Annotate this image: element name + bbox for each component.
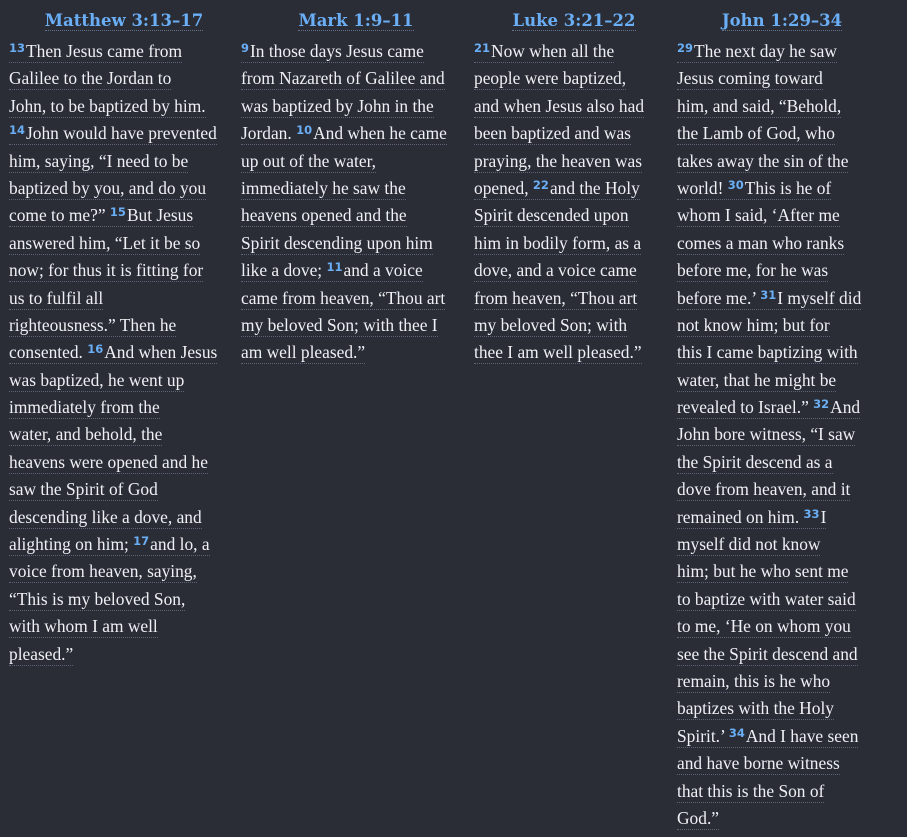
- verse-number[interactable]: 14: [9, 123, 26, 138]
- text-line: [677, 38, 887, 65]
- text-line-content: [241, 68, 445, 90]
- verse-text: my beloved Son; with thee I: [241, 314, 438, 335]
- text-line: [9, 148, 239, 175]
- text-line-content: [677, 479, 850, 501]
- text-line: [677, 312, 887, 339]
- text-line: [9, 613, 239, 640]
- text-line: [474, 339, 674, 366]
- verse-text: the Spirit descend as a: [677, 451, 833, 472]
- verse-text: I: [820, 506, 827, 527]
- verse-text: immediately from the: [9, 397, 160, 418]
- verse-number[interactable]: 30: [727, 177, 744, 192]
- text-line-content: [9, 507, 202, 529]
- text-line-content: [241, 151, 376, 173]
- verse-number[interactable]: 21: [474, 41, 491, 55]
- verse-text: was baptized by John in the: [241, 95, 434, 116]
- verse-text: Galilee to the Jordan to: [9, 68, 172, 89]
- verse-text: with whom I am well: [9, 616, 158, 637]
- text-line: [677, 805, 887, 832]
- verse-text: before me.’: [677, 287, 761, 308]
- verse-text: water, that he might be: [677, 369, 837, 390]
- text-line-content: [9, 342, 217, 364]
- verse-text: him, and said, “Behold,: [677, 95, 842, 116]
- text-line: [677, 257, 887, 284]
- text-line: [474, 202, 674, 229]
- verse-text: and the Holy: [549, 177, 640, 198]
- text-line-content: [677, 781, 824, 803]
- text-line: [474, 285, 674, 312]
- text-line: [9, 120, 239, 147]
- verse-text: him; but he who sent me: [677, 561, 849, 582]
- text-line: [677, 558, 887, 585]
- text-line: [9, 367, 239, 394]
- text-line: [677, 230, 887, 257]
- text-line-content: [241, 41, 424, 63]
- text-line: [677, 476, 887, 503]
- verse-text: came from heaven, “Thou art: [241, 287, 446, 308]
- verse-text: Spirit descending upon him: [241, 232, 433, 253]
- text-line: [9, 202, 239, 229]
- verse-number[interactable]: 10: [296, 123, 313, 138]
- verse-text: now; for thus it is fitting for: [9, 260, 204, 281]
- verse-text: him in bodily form, as a: [474, 232, 642, 253]
- verse-text: immediately he saw the: [241, 177, 406, 198]
- verse-text: whom I said, ‘After me: [677, 205, 840, 226]
- text-line: [677, 668, 887, 695]
- text-line: [9, 65, 239, 92]
- verse-text: Then Jesus came from: [26, 41, 182, 61]
- verse-text: voice from heaven, saying,: [9, 561, 197, 582]
- passage-column-john: [677, 0, 887, 832]
- text-line: [241, 285, 471, 312]
- verse-number[interactable]: 29: [677, 41, 694, 55]
- text-line-content: [677, 507, 826, 529]
- verse-text: baptizes with the Holy: [677, 698, 834, 719]
- text-line-content: [677, 68, 823, 90]
- text-line-content: [474, 68, 626, 90]
- text-line: [241, 120, 471, 147]
- text-line-content: [474, 41, 614, 63]
- verse-text: takes away the sin of the: [677, 150, 849, 171]
- text-line: [9, 449, 239, 476]
- verse-text: And I have seen: [745, 725, 859, 746]
- passage-reference[interactable]: [677, 0, 887, 38]
- text-line: [9, 257, 239, 284]
- verse-text: saw the Spirit of God: [9, 479, 158, 500]
- text-line-content: [677, 205, 840, 227]
- verse-text: like a dove;: [241, 260, 327, 281]
- text-line-content: [9, 123, 217, 145]
- verse-text: Spirit descended upon: [474, 205, 629, 226]
- verse-text: But Jesus: [126, 205, 194, 226]
- text-line: [9, 93, 239, 120]
- text-line-content: [474, 96, 644, 118]
- passage-column-luke: [474, 0, 674, 367]
- text-line-content: [474, 315, 627, 337]
- verse-text: was baptized, he went up: [9, 369, 185, 390]
- verse-text: to baptize with water said: [677, 588, 856, 609]
- text-line-content: [677, 644, 858, 666]
- verse-text: pleased.”: [9, 643, 74, 664]
- verse-text: up out of the water,: [241, 150, 377, 171]
- verse-text: And when Jesus: [104, 342, 218, 363]
- passage-reference-link[interactable]: Mark 1:9–11: [298, 11, 414, 30]
- text-line: [677, 504, 887, 531]
- verse-text: my beloved Son; with: [474, 314, 628, 335]
- text-line-content: [677, 753, 840, 775]
- text-line-content: [677, 671, 830, 693]
- verse-text: thee I am well pleased.”: [474, 342, 642, 363]
- text-line: [9, 339, 239, 366]
- text-line: [9, 641, 239, 668]
- verse-number[interactable]: 33: [803, 506, 820, 521]
- verse-text: The next day he saw: [694, 41, 837, 61]
- text-line-content: [677, 424, 855, 446]
- verse-text: and when Jesus also had: [474, 95, 645, 116]
- verse-text: come to me?”: [9, 205, 110, 226]
- verse-text: consented.: [9, 342, 88, 363]
- text-line-content: [9, 315, 176, 337]
- verse-text: Spirit.’: [677, 725, 729, 746]
- text-line: [9, 586, 239, 613]
- verse-text: comes a man who ranks: [677, 232, 845, 253]
- text-line: [677, 421, 887, 448]
- verse-text: God.”: [677, 807, 720, 828]
- text-line-content: [677, 589, 856, 611]
- verse-text: heavens opened and the: [241, 205, 407, 226]
- passage-reference-link[interactable]: John 1:29–34: [721, 11, 843, 30]
- text-line-content: [241, 96, 434, 118]
- verse-text: myself did not know: [677, 534, 821, 555]
- passage-reference-link[interactable]: Matthew 3:13–17: [44, 11, 204, 30]
- text-line: [9, 421, 239, 448]
- text-line-content: [677, 808, 719, 830]
- text-line: [677, 695, 887, 722]
- text-line: [9, 476, 239, 503]
- text-line: [677, 449, 887, 476]
- text-line: [9, 531, 239, 558]
- verse-text: This is he of: [744, 177, 832, 198]
- text-line: [9, 504, 239, 531]
- text-line-content: [9, 534, 210, 556]
- verse-text: from Nazareth of Galilee and: [241, 68, 445, 89]
- verse-text: John bore witness, “I saw: [677, 424, 856, 445]
- verse-text: that this is the Son of: [677, 780, 825, 801]
- verse-text: to me, ‘He on whom you: [677, 616, 851, 637]
- verse-text: dove from heaven, and it: [677, 479, 851, 500]
- verse-text: I myself did: [777, 287, 862, 308]
- verse-text: baptized by you, and do you: [9, 177, 207, 198]
- verse-text: the Lamb of God, who: [677, 123, 835, 144]
- verse-text: from heaven, “Thou art: [474, 287, 638, 308]
- text-line-content: [474, 233, 641, 255]
- verse-text: him, saying, “I need to be: [9, 150, 189, 171]
- verse-number[interactable]: 22: [532, 177, 549, 192]
- text-line-content: [241, 315, 438, 337]
- text-line-content: [474, 342, 642, 364]
- verse-text: and have borne witness: [677, 753, 840, 774]
- verse-number[interactable]: 16: [87, 342, 104, 357]
- text-line: [9, 394, 239, 421]
- text-line: [474, 230, 674, 257]
- text-line-content: [677, 41, 837, 63]
- verse-text: Jordan.: [241, 123, 297, 144]
- passage-text: [241, 38, 471, 367]
- text-line: [677, 367, 887, 394]
- text-line-content: [241, 342, 365, 364]
- text-line-content: [9, 452, 208, 474]
- text-line-content: [9, 260, 203, 282]
- text-line-content: [677, 397, 860, 419]
- passage-text: [677, 38, 887, 832]
- text-line-content: [9, 96, 206, 118]
- text-line-content: [9, 370, 184, 392]
- text-line: [677, 93, 887, 120]
- text-line: [677, 394, 887, 421]
- verse-text: us to fulfil all: [9, 287, 104, 308]
- text-line-content: [9, 288, 103, 310]
- text-line: [241, 230, 471, 257]
- verse-number[interactable]: 9: [241, 41, 250, 55]
- verse-number[interactable]: 31: [760, 287, 777, 302]
- text-line-content: [241, 205, 407, 227]
- text-line: [241, 257, 471, 284]
- text-line: [474, 93, 674, 120]
- text-line: [677, 531, 887, 558]
- text-line: [474, 175, 674, 202]
- text-line-content: [9, 616, 158, 638]
- text-line: [474, 257, 674, 284]
- verse-text: and a voice: [343, 260, 423, 281]
- verse-text: heavens were opened and he: [9, 451, 208, 472]
- text-line-content: [474, 288, 637, 310]
- verse-text: water, and behold, the: [9, 424, 163, 445]
- text-line: [241, 93, 471, 120]
- text-line: [677, 65, 887, 92]
- text-line-content: [9, 479, 158, 501]
- text-line-content: [677, 233, 844, 255]
- text-line: [474, 312, 674, 339]
- text-line-content: [241, 123, 447, 145]
- text-line: [241, 202, 471, 229]
- text-line: [9, 175, 239, 202]
- verse-text: In those days Jesus came: [250, 41, 424, 61]
- verse-number[interactable]: 34: [728, 725, 745, 740]
- verse-text: not know him; but for: [677, 314, 830, 335]
- text-line: [677, 202, 887, 229]
- verse-text: been baptized and was: [474, 123, 631, 144]
- text-line: [677, 586, 887, 613]
- text-line: [474, 65, 674, 92]
- verse-number[interactable]: 15: [109, 205, 126, 220]
- verse-text: John would have prevented: [26, 123, 217, 144]
- text-line: [9, 312, 239, 339]
- text-line-content: [677, 151, 848, 173]
- text-line: [241, 175, 471, 202]
- text-line-content: [677, 96, 841, 118]
- text-line-content: [677, 534, 820, 556]
- verse-text: Jesus coming toward: [677, 68, 823, 89]
- text-line-content: [677, 726, 858, 748]
- verse-text: dove, and a voice came: [474, 260, 637, 281]
- text-line: [241, 312, 471, 339]
- text-line: [677, 285, 887, 312]
- text-line: [677, 339, 887, 366]
- text-line-content: [677, 698, 834, 720]
- text-line-content: [677, 616, 851, 638]
- text-line: [474, 38, 674, 65]
- text-line-content: [9, 68, 171, 90]
- text-line: [9, 558, 239, 585]
- text-line-content: [474, 260, 637, 282]
- verse-text: Now when all the: [491, 41, 615, 61]
- verse-text: “This is my beloved Son,: [9, 588, 186, 609]
- passage-text: [474, 38, 674, 367]
- text-line-content: [241, 288, 445, 310]
- text-line: [677, 120, 887, 147]
- verse-number[interactable]: 17: [133, 534, 150, 549]
- verse-number[interactable]: 32: [813, 397, 830, 412]
- text-line-content: [9, 424, 162, 446]
- verse-text: revealed to Israel.”: [677, 397, 814, 418]
- verse-text: praying, the heaven was: [474, 150, 643, 171]
- text-line: [9, 38, 239, 65]
- verse-text: opened,: [474, 177, 533, 198]
- passage-text: [9, 38, 239, 668]
- text-line-content: [474, 151, 642, 173]
- text-line-content: [474, 205, 629, 227]
- text-line-content: [9, 151, 188, 173]
- text-line-content: [241, 233, 433, 255]
- text-line: [474, 148, 674, 175]
- verse-text: world!: [677, 177, 728, 198]
- text-line: [9, 285, 239, 312]
- text-line-content: [9, 644, 73, 666]
- text-line: [677, 778, 887, 805]
- passage-column-matthew: [9, 0, 239, 668]
- text-line-content: [9, 178, 206, 200]
- verse-text: alighting on him;: [9, 534, 134, 555]
- verse-text: and lo, a: [150, 534, 210, 555]
- text-line-content: [9, 397, 160, 419]
- verse-text: am well pleased.”: [241, 342, 366, 363]
- text-line-content: [9, 205, 193, 227]
- text-line: [677, 175, 887, 202]
- verse-text: righteousness.” Then he: [9, 314, 177, 335]
- verse-text: And when he came: [313, 123, 447, 144]
- text-line-content: [9, 233, 200, 255]
- text-line-content: [9, 561, 197, 583]
- text-line-content: [677, 342, 858, 364]
- text-line-content: [677, 561, 848, 583]
- passage-reference[interactable]: [474, 0, 674, 38]
- text-line-content: [677, 370, 836, 392]
- verse-text: before me, for he was: [677, 260, 829, 281]
- text-line-content: [474, 178, 640, 200]
- text-line-content: [677, 260, 828, 282]
- verse-text: see the Spirit descend and: [677, 643, 858, 664]
- text-line-content: [9, 41, 182, 63]
- verse-text: this I came baptizing with: [677, 342, 858, 363]
- text-line: [677, 613, 887, 640]
- verse-text: people were baptized,: [474, 68, 627, 89]
- verse-text: remained on him.: [677, 506, 804, 527]
- text-line: [677, 723, 887, 750]
- verse-text: And: [830, 397, 861, 418]
- text-line-content: [677, 452, 833, 474]
- text-line-content: [677, 288, 861, 310]
- text-line-content: [474, 123, 631, 145]
- verse-number[interactable]: 11: [326, 260, 343, 275]
- text-line: [677, 641, 887, 668]
- verse-text: remain, this is he who: [677, 670, 831, 691]
- text-line: [241, 38, 471, 65]
- text-line-content: [677, 178, 831, 200]
- verse-text: descending like a dove, and: [9, 506, 202, 527]
- text-line: [677, 750, 887, 777]
- passage-reference[interactable]: [241, 0, 471, 38]
- text-line: [474, 120, 674, 147]
- text-line-content: [241, 260, 423, 282]
- text-line: [241, 339, 471, 366]
- verse-text: answered him, “Let it be so: [9, 232, 201, 253]
- text-line: [241, 148, 471, 175]
- passage-reference[interactable]: [9, 0, 239, 38]
- passage-reference-link[interactable]: Luke 3:21–22: [512, 11, 636, 30]
- verse-text: John, to be baptized by him.: [9, 95, 206, 116]
- text-line: [9, 230, 239, 257]
- verse-number[interactable]: 13: [9, 41, 26, 55]
- passage-column-mark: [241, 0, 471, 367]
- text-line-content: [677, 315, 830, 337]
- text-line-content: [677, 123, 835, 145]
- text-line-content: [241, 178, 406, 200]
- text-line-content: [9, 589, 185, 611]
- text-line: [241, 65, 471, 92]
- text-line: [677, 148, 887, 175]
